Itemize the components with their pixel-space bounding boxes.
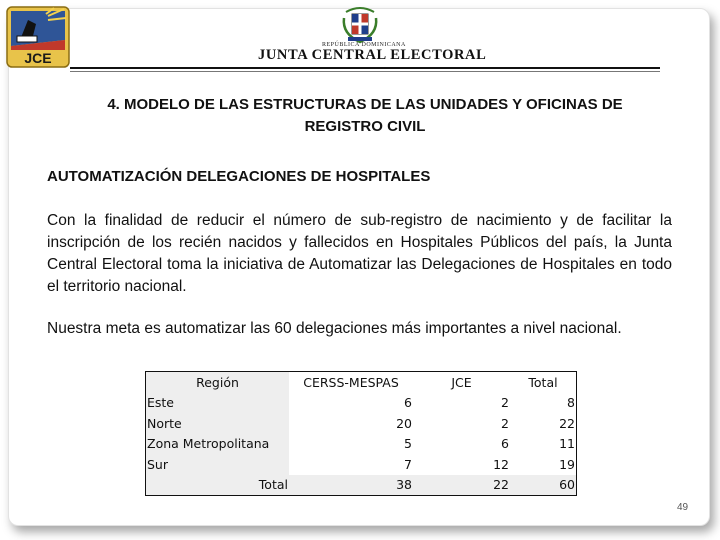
jce-logo-text: JCE <box>24 50 52 66</box>
header <box>0 0 720 78</box>
cell-cerss: 6 <box>404 395 412 411</box>
cell-total-cerss: 38 <box>289 475 413 496</box>
table-row <box>146 393 577 414</box>
cell-jce: 2 <box>501 415 509 431</box>
cell-total-jce: 22 <box>413 475 510 496</box>
cell-total: 19 <box>510 454 577 475</box>
table-row <box>146 413 577 434</box>
cell-cerss: 7 <box>404 456 412 472</box>
cell-jce: 6 <box>501 436 509 452</box>
coat-of-arms-icon <box>340 4 380 46</box>
cell-jce: 2 <box>501 395 509 411</box>
table-row <box>146 434 577 455</box>
jce-logo <box>6 6 70 68</box>
cell-region: Norte <box>146 413 290 434</box>
institution-title: JUNTA CENTRAL ELECTORAL <box>258 47 487 63</box>
header-region: Región <box>146 372 290 393</box>
header-divider <box>70 67 660 69</box>
cell-cerss: 5 <box>404 436 412 452</box>
header-divider-thin <box>70 71 660 72</box>
slide-title <box>40 94 690 138</box>
header-total: Total <box>510 372 577 393</box>
table-total-row <box>146 475 577 496</box>
cell-total-label: Total <box>146 475 290 496</box>
cell-region: Zona Metropolitana <box>146 434 290 455</box>
paragraph-intro: Con la finalidad de reducir el número de sub-registro de nacimiento y de facilitar la inscripción de los recién nacidos y fallecidos en Hospitales Públicos del país, la Junta Central Electoral toma la iniciativa de Automatizar las Delegaciones de Hospitales en todo el territorio nacional. <box>47 212 672 295</box>
cell-cerss: 20 <box>396 415 412 431</box>
cell-region: Sur <box>146 454 290 475</box>
cell-total: 8 <box>510 393 577 414</box>
section-title: AUTOMATIZACIÓN DELEGACIONES DE HOSPITALES <box>47 168 431 185</box>
slide-title-line1: 4. MODELO DE LAS ESTRUCTURAS DE LAS UNIDADES Y OFICINAS DE <box>107 96 623 113</box>
slide-title-line2: REGISTRO CIVIL <box>304 118 426 135</box>
cell-jce: 12 <box>493 456 509 472</box>
republica-label: REPÚBLICA DOMINICANA <box>322 42 406 48</box>
table-header-row <box>146 372 577 393</box>
cell-total-total: 60 <box>510 475 577 496</box>
header-jce: JCE <box>413 372 510 393</box>
paragraph-goal: Nuestra meta es automatizar las 60 delegaciones más importantes a nivel nacional. <box>47 320 622 337</box>
cell-region: Este <box>146 393 290 414</box>
page-number: 49 <box>677 502 689 513</box>
table-row <box>146 454 577 475</box>
cell-total: 11 <box>510 434 577 455</box>
cell-total: 22 <box>510 413 577 434</box>
header-cerss: CERSS-MESPAS <box>289 372 413 393</box>
hospital-delegations-table <box>145 371 577 496</box>
